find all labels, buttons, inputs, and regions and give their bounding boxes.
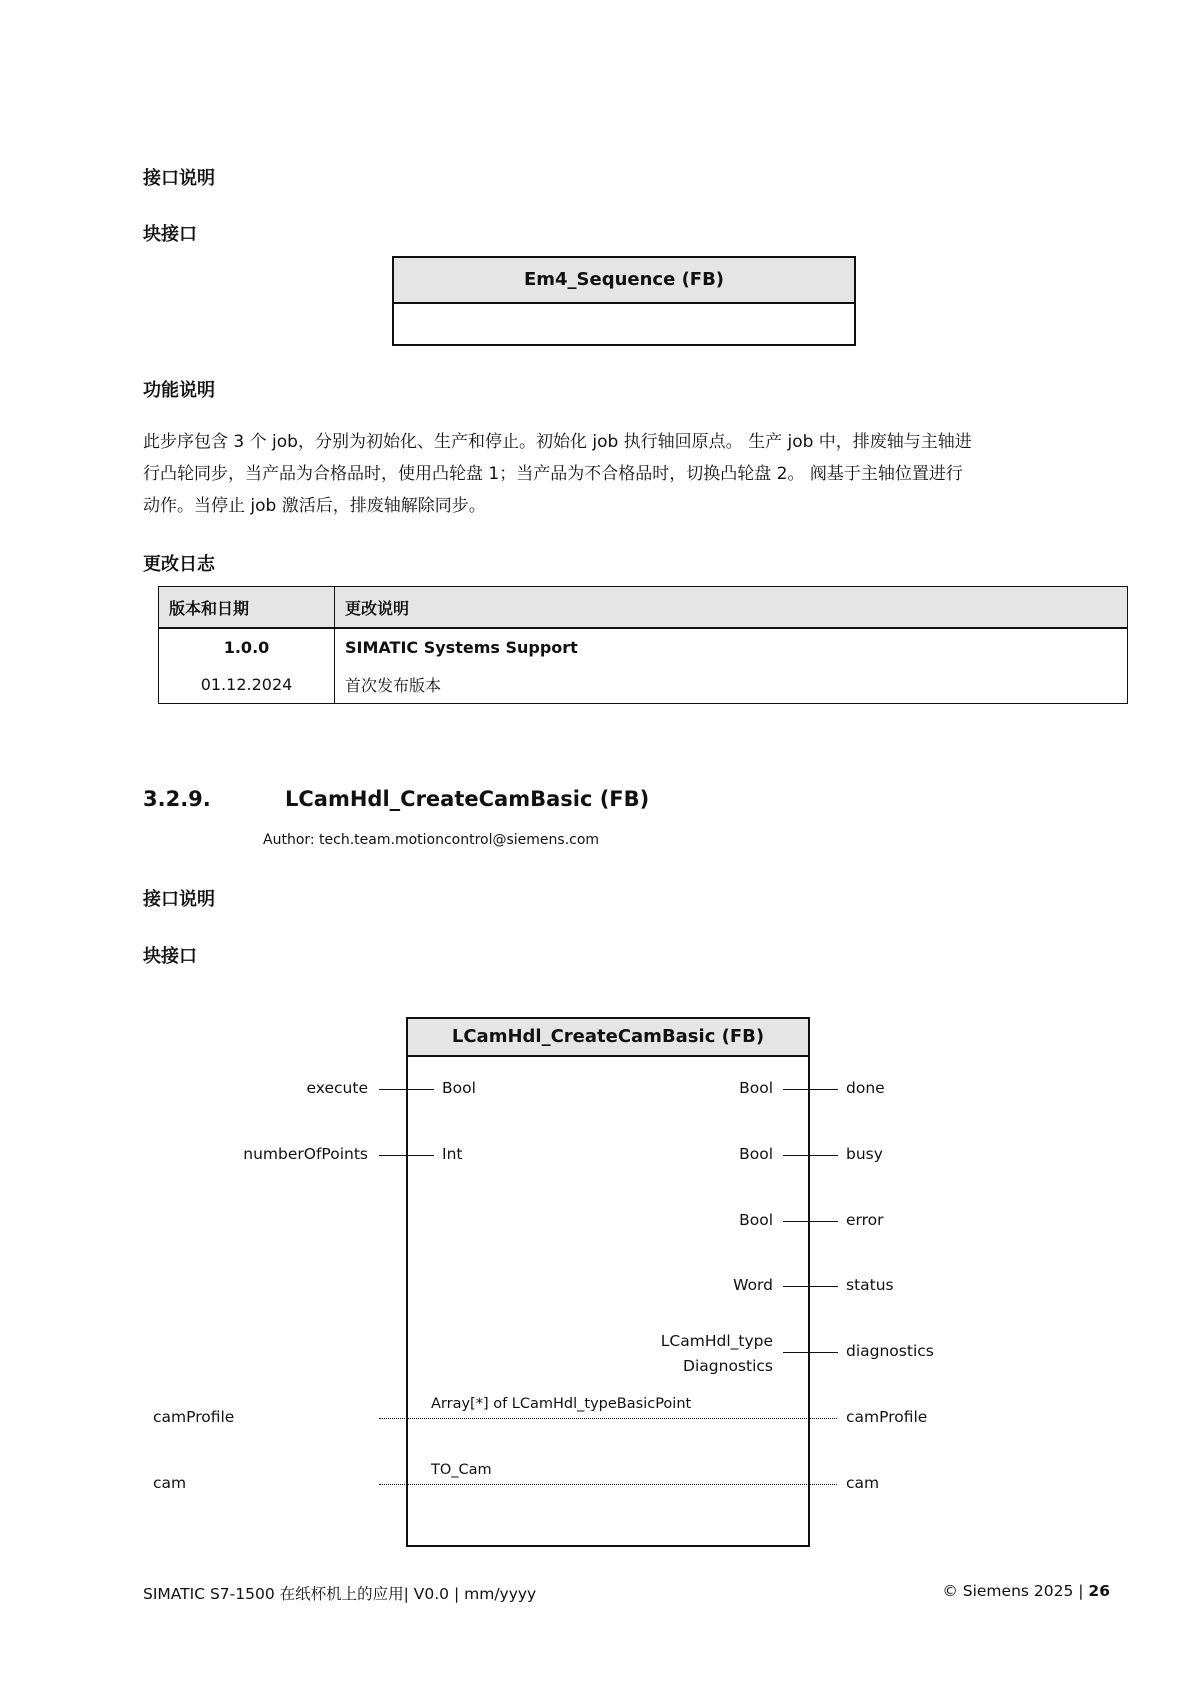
author-line: Author: tech.team.motioncontrol@siemens.com bbox=[263, 832, 600, 848]
input-type-execute: Bool bbox=[442, 1079, 476, 1097]
inout-pin-camprofile-right: camProfile bbox=[846, 1408, 928, 1426]
output-connector-line bbox=[783, 1221, 838, 1222]
footer-copyright bbox=[942, 1582, 1110, 1600]
input-pin-number-of-points: numberOfPoints bbox=[243, 1145, 368, 1163]
input-type-number-of-points: Int bbox=[442, 1145, 463, 1163]
table-row bbox=[159, 628, 1128, 666]
output-pin-busy: busy bbox=[846, 1145, 883, 1163]
function-description bbox=[143, 426, 1103, 522]
note-cell: 首次发布版本 bbox=[335, 666, 1128, 704]
output-type-diagnostics bbox=[600, 1329, 773, 1379]
output-connector-line bbox=[783, 1286, 838, 1287]
output-pin-done: done bbox=[846, 1079, 885, 1097]
output-connector-line bbox=[783, 1089, 838, 1090]
input-connector-line bbox=[379, 1089, 434, 1090]
input-pin-execute: execute bbox=[306, 1079, 368, 1097]
column-header-change-description: 更改说明 bbox=[335, 587, 1128, 629]
fb-block-title: Em4_Sequence (FB) bbox=[394, 258, 854, 304]
output-connector-line bbox=[783, 1155, 838, 1156]
author-cell: SIMATIC Systems Support bbox=[335, 628, 1128, 666]
version-cell: 1.0.0 bbox=[159, 628, 335, 666]
column-header-version-date: 版本和日期 bbox=[159, 587, 335, 629]
page-number: 26 bbox=[1088, 1582, 1110, 1600]
output-type-done: Bool bbox=[739, 1079, 773, 1097]
block-interface-heading: 块接口 bbox=[143, 224, 197, 245]
output-pin-status: status bbox=[846, 1276, 894, 1294]
function-heading: 功能说明 bbox=[143, 380, 215, 401]
inout-connector-line bbox=[379, 1484, 837, 1485]
input-connector-line bbox=[379, 1155, 434, 1156]
output-connector-line bbox=[783, 1352, 838, 1353]
changelog-heading: 更改日志 bbox=[143, 554, 215, 575]
section-number: 3.2.9. bbox=[143, 787, 211, 811]
inout-pin-cam-left: cam bbox=[153, 1474, 187, 1492]
inout-pin-camprofile-left: camProfile bbox=[153, 1408, 235, 1426]
fb-block-em4-sequence bbox=[392, 256, 856, 346]
description-line: 此步序包含 3 个 job，分别为初始化、生产和停止。初始化 job 执行轴回原点。 生产 job 中，排废轴与主轴进 bbox=[143, 432, 972, 452]
date-cell: 01.12.2024 bbox=[159, 666, 335, 704]
changelog-table bbox=[158, 586, 1128, 704]
inout-pin-cam-right: cam bbox=[846, 1474, 880, 1492]
output-pin-error: error bbox=[846, 1211, 884, 1229]
inout-type-camprofile: Array[*] of LCamHdl_typeBasicPoint bbox=[431, 1396, 692, 1412]
section-title: LCamHdl_CreateCamBasic (FB) bbox=[285, 787, 650, 811]
interface-heading-2: 接口说明 bbox=[143, 889, 215, 910]
footer-document-title: SIMATIC S7-1500 在纸杯机上的应用| V0.0 | mm/yyyy bbox=[143, 1585, 537, 1603]
description-line: 动作。当停止 job 激活后，排废轴解除同步。 bbox=[143, 496, 486, 516]
output-type-error: Bool bbox=[739, 1211, 773, 1229]
copyright-text: © Siemens 2025 | bbox=[942, 1582, 1089, 1600]
diagnostics-type-line: LCamHdl_type bbox=[660, 1332, 773, 1350]
output-pin-diagnostics: diagnostics bbox=[846, 1342, 934, 1360]
table-row bbox=[159, 666, 1128, 704]
output-type-status: Word bbox=[733, 1276, 773, 1294]
inout-connector-line bbox=[379, 1418, 837, 1419]
output-type-busy: Bool bbox=[739, 1145, 773, 1163]
table-header-row bbox=[159, 587, 1128, 629]
inout-type-cam: TO_Cam bbox=[431, 1462, 492, 1478]
interface-heading: 接口说明 bbox=[143, 168, 215, 189]
fb-block-title-2: LCamHdl_CreateCamBasic (FB) bbox=[408, 1019, 808, 1057]
description-line: 行凸轮同步，当产品为合格品时，使用凸轮盘 1；当产品为不合格品时，切换凸轮盘 2。 阀基于主轴位置进行 bbox=[143, 464, 963, 484]
diagnostics-type-line: Diagnostics bbox=[683, 1357, 773, 1375]
block-interface-heading-2: 块接口 bbox=[143, 946, 197, 967]
